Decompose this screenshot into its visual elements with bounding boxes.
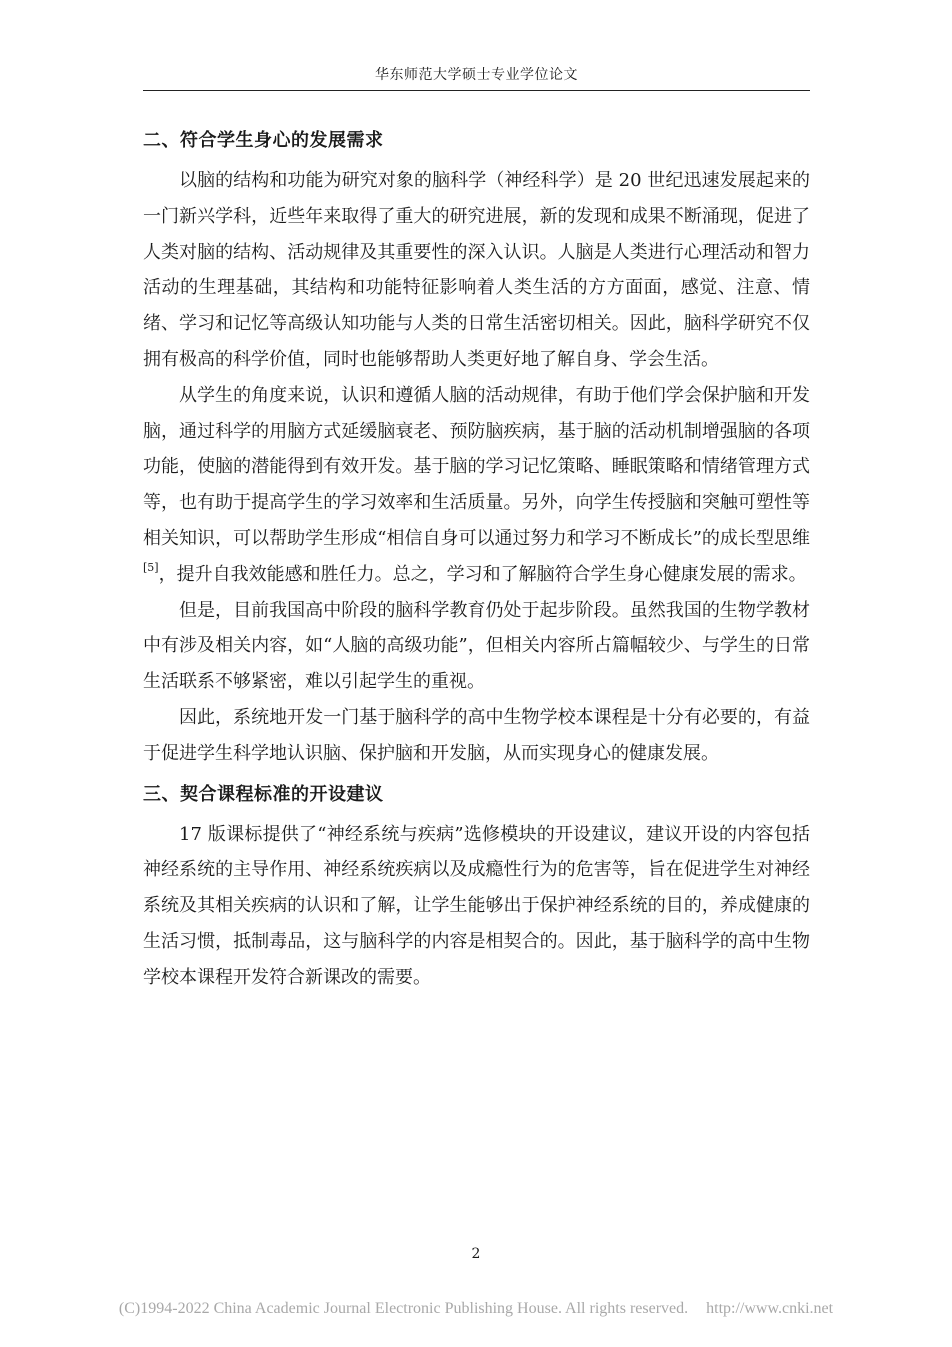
page-number: 2 <box>471 1246 481 1262</box>
citation-ref[interactable]: [5] <box>143 560 159 574</box>
paragraph: 因此，系统地开发一门基于脑科学的高中生物学校本课程是十分有必要的，有益于促进学生科学地认识脑、保护脑和开发脑，从而实现身心的健康发展。 <box>143 706 810 764</box>
paragraph: 以脑的结构和功能为研究对象的脑科学（神经科学）是 20 世纪迅速发展起来的一门新兴学科，近些年来取得了重大的研究进展，新的发现和成果不断涌现，促进了人类对脑的结构、活动规律及其重要性的深入认识。人脑是人类进行心理活动和智力活动的生理基础，其结构和功能特征影响着人类生活的方方面面，感觉、注意、情绪、学习和记忆等高级认知功能与人类的日常生活密切相关。因此，脑科学研究不仅拥有极高的科学价值，同时也能够帮助人类更好地了解自身、学会生活。 <box>143 170 810 370</box>
page-body <box>143 118 810 996</box>
paragraph: 17 版课标提供了“神经系统与疾病”选修模块的开设建议，建议开设的内容包括神经系统的主导作用、神经系统疾病以及成瘾性行为的危害等，旨在促进学生对神经系统及其相关疾病的认识和了解，让学生能够出于保护神经系统的目的，养成健康的生活习惯，抵制毒品，这与脑科学的内容是相契合的。因此，基于脑科学的高中生物学校本课程开发符合新课改的需要。 <box>143 823 810 988</box>
paragraph-text: 从学生的角度来说，认识和遵循人脑的活动规律，有助于他们学会保护脑和开发脑，通过科学的用脑方式延缓脑衰老、预防脑疾病，基于脑的活动机制增强脑的各项功能，使脑的潜能得到有效开发。基于脑的学习记忆策略、睡眠策略和情绪管理方式等，也有助于提高学生的学习效率和生活质量。另外，向学生传授脑和突触可塑性等相关知识，可以帮助学生形成“相信自身可以通过努力和学习不断成长”的成长型思维 <box>143 384 810 549</box>
footer-url[interactable]: http://www.cnki.net <box>706 1300 834 1317</box>
section-heading-development-needs: 二、符合学生身心的发展需求 <box>143 130 384 151</box>
paragraph <box>143 378 810 593</box>
copyright-footer <box>0 1300 952 1318</box>
paragraph-text: ，提升自我效能感和胜任力。总之，学习和了解脑符合学生身心健康发展的需求。 <box>158 563 807 585</box>
running-header: 华东师范大学硕士专业学位论文 <box>375 67 578 83</box>
paragraph: 但是，目前我国高中阶段的脑科学教育仍处于起步阶段。虽然我国的生物学教材中有涉及相关内容，如“人脑的高级功能”，但相关内容所占篇幅较少、与学生的日常生活联系不够紧密，难以引起学生的重视。 <box>143 599 810 693</box>
section-heading-curriculum-standards: 三、契合课程标准的开设建议 <box>143 783 384 805</box>
copyright-text: (C)1994-2022 China Academic Journal Electronic Publishing House. All rights reserved. <box>118 1300 689 1317</box>
header-rule <box>143 90 810 91</box>
